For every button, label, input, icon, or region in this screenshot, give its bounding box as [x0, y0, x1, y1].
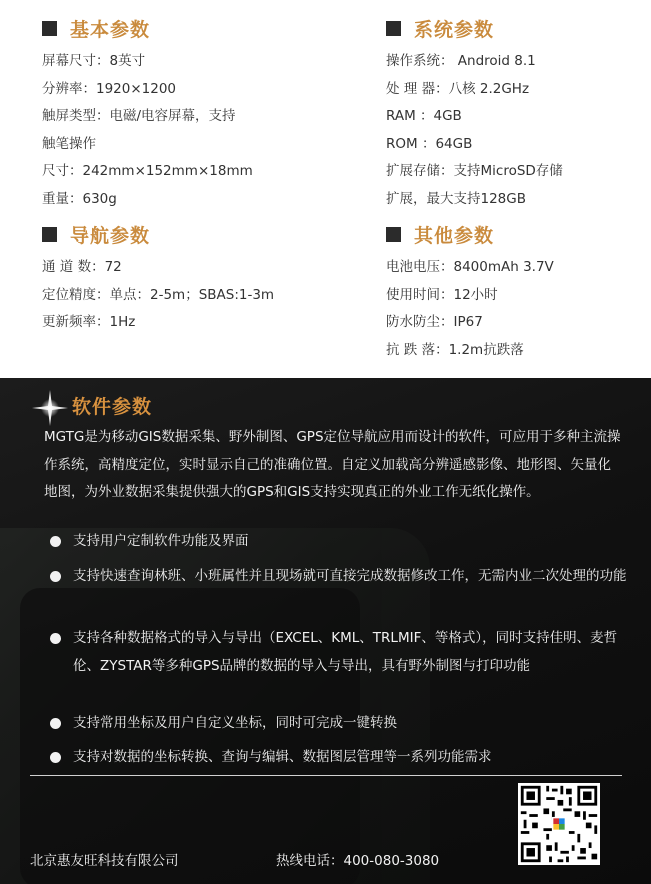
- software-panel: [0, 378, 651, 884]
- hotline-phone: 热线电话：400-080-3080: [276, 853, 440, 869]
- basic-row: 屏幕尺寸：8英寸: [42, 53, 146, 69]
- basic-section-title: 基本参数: [42, 13, 150, 43]
- basic-row: 触屏类型：电磁/电容屏幕，支持: [42, 108, 236, 124]
- basic-row: 触笔操作: [42, 136, 96, 152]
- divider: [30, 775, 622, 776]
- system-section-title: 系统参数: [386, 13, 494, 43]
- company-name: 北京惠友旺科技有限公司: [30, 853, 179, 869]
- list-item: 支持常用坐标及用户自定义坐标，同时可完成一键转换: [50, 710, 628, 738]
- navigation-row: 通 道 数：72: [42, 259, 122, 275]
- square-icon: [386, 227, 401, 242]
- list-item: 支持用户定制软件功能及界面: [50, 528, 628, 556]
- qr-code-icon[interactable]: [518, 783, 600, 865]
- sparkle-icon: [30, 388, 70, 428]
- navigation-section-title: 导航参数: [42, 219, 150, 249]
- navigation-row: 定位精度：单点：2-5m；SBAS:1-3m: [42, 287, 275, 303]
- spec-panel: [0, 0, 651, 378]
- bullet-icon: [50, 752, 61, 763]
- basic-row: 分辨率：1920×1200: [42, 81, 177, 97]
- system-row: 处 理 器：八核 2.2GHz: [386, 81, 530, 97]
- other-row: 电池电压：8400mAh 3.7V: [386, 259, 554, 275]
- bullet-icon: [50, 633, 61, 644]
- square-icon: [42, 21, 57, 36]
- navigation-row: 更新频率：1Hz: [42, 314, 136, 330]
- other-row: 抗 跌 落：1.2m抗跌落: [386, 342, 524, 358]
- software-section-title: 软件参数: [72, 396, 153, 418]
- system-row: 扩展，最大支持128GB: [386, 191, 526, 207]
- square-icon: [42, 227, 57, 242]
- bullet-icon: [50, 536, 61, 547]
- system-row: ROM ：64GB: [386, 136, 473, 152]
- square-icon: [386, 21, 401, 36]
- system-row: 操作系统： Android 8.1: [386, 53, 536, 69]
- system-row: RAM ：4GB: [386, 108, 462, 124]
- list-item: 支持各种数据格式的导入与导出（EXCEL、KML、TRLMIF、等格式），同时支持佳明、麦哲伦、ZYSTAR等多种GPS品牌的数据的导入与导出，具有野外制图与打印功能: [50, 625, 628, 680]
- list-item: 支持对数据的坐标转换、查询与编辑、数据图层管理等一系列功能需求: [50, 744, 628, 772]
- bullet-icon: [50, 718, 61, 729]
- bullet-icon: [50, 571, 61, 582]
- basic-row: 重量：630g: [42, 191, 117, 207]
- other-row: 防水防尘：IP67: [386, 314, 483, 330]
- system-row: 扩展存储：支持MicroSD存储: [386, 163, 563, 179]
- list-item: 支持快速查询林班、小班属性并且现场就可直接完成数据修改工作，无需内业二次处理的功能: [50, 563, 628, 591]
- software-intro: MGTG是为移动GIS数据采集、野外制图、GPS定位导航应用而设计的软件，可应用于多种主流操作系统，高精度定位，实时显示自己的准确位置。自定义加载高分辨遥感影像、地形图、矢量化地图，为外业数据采集提供强大的GPS和GIS支持实现真正的外业工作无纸化操作。: [44, 429, 621, 500]
- other-row: 使用时间：12小时: [386, 287, 498, 303]
- basic-row: 尺寸：242mm×152mm×18mm: [42, 163, 253, 179]
- other-section-title: 其他参数: [386, 219, 494, 249]
